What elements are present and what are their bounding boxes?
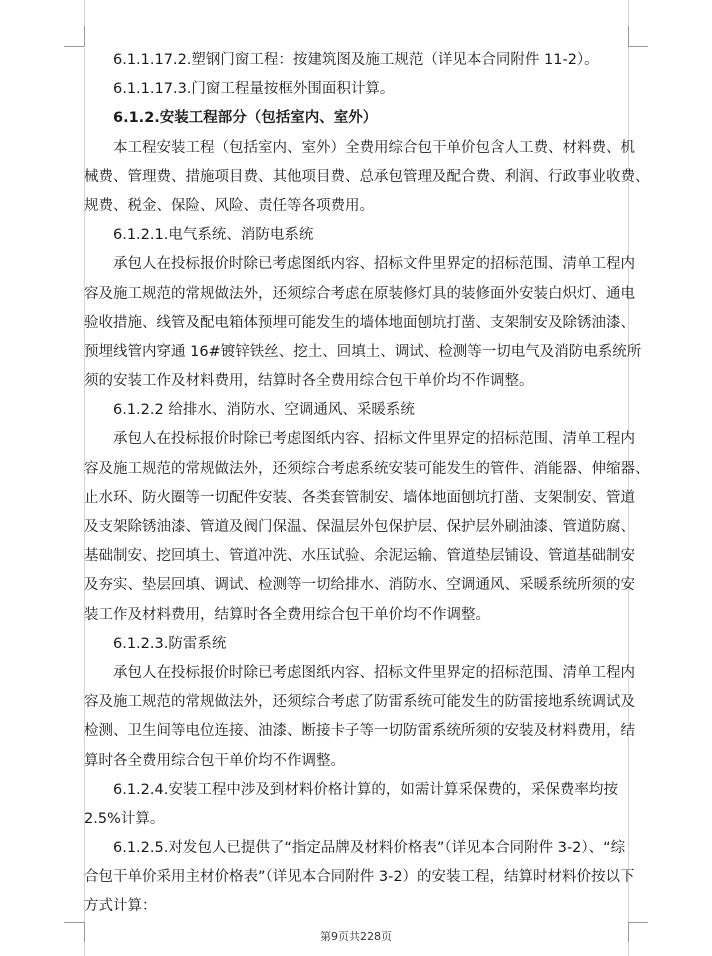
paragraph-line: 基础制安、挖回填土、管道冲洗、水压试验、余泥运输、管道垫层铺设、管道基础制安 xyxy=(84,548,635,565)
section-heading-6-1-2 xyxy=(84,104,632,133)
paragraph-line: 6.1.1.17.3.门窗工程量按框外围面积计算。 xyxy=(113,81,395,98)
paragraph-line: 检测、卫生间等电位连接、油漆、断接卡子等一切防雷系统所须的安装及材料费用，结 xyxy=(84,723,635,740)
paragraph-line: 合包干单价采用主材价格表”（详见本合同附件 3-2）的安装工程，结算时材料价按以下 xyxy=(84,869,635,886)
subsection-heading-6-1-2-3 xyxy=(84,630,632,659)
heading-text: 6.1.2.1.电气系统、消防电系统 xyxy=(113,227,314,244)
paragraph-line: 承包人在投标报价时除已考虑图纸内容、招标文件里界定的招标范围、清单工程内 xyxy=(113,664,635,681)
clause-6-1-1-17-2 xyxy=(84,46,632,75)
paragraph-line: 承包人在投标报价时除已考虑图纸内容、招标文件里界定的招标范围、清单工程内 xyxy=(113,431,635,448)
page-number-footer: 第9页共228页 xyxy=(320,930,392,943)
crop-mark xyxy=(84,26,85,46)
paragraph-line: 及夯实、垫层回填、调试、检测等一切给排水、消防水、空调通风、采暖系统所须的安 xyxy=(84,577,635,594)
clause-6-1-2-4: 6.1.2.4.安装工程中涉及到材料价格计算的，如需计算采保费的，采保费率均按 xyxy=(113,781,618,798)
paragraph-line: 承包人在投标报价时除已考虑图纸内容、招标文件里界定的招标范围、清单工程内 xyxy=(113,256,635,273)
paragraph-line: 本工程安装工程（包括室内、室外）全费用综合包干单价包含人工费、材料费、机 xyxy=(113,139,635,156)
paragraph-line: 容及施工规范的常规做法外，还须综合考虑系统安装可能发生的管件、消能器、伸缩器、 xyxy=(84,460,650,477)
crop-mark xyxy=(628,922,648,923)
paragraph-line: 及支架除锈油漆、管道及阀门保温、保温层外包保护层、保护层外刷油漆、管道防腐、 xyxy=(84,519,635,535)
paragraph-line: 预埋线管内穿通 16#镀锌铁丝、挖土、回填土、调试、检测等一切电气及消防电系统所 xyxy=(84,343,642,360)
paragraph-line: 容及施工规范的常规做法外，还须综合考虑了防雷系统可能发生的防雷接地系统调试及 xyxy=(84,694,635,711)
paragraph-line: 械费、管理费、措施项目费、其他项目费、总承包管理及配合费、利润、行政事业收费、 xyxy=(84,168,650,185)
clause-6-1-2-5: 6.1.2.5.对发包人已提供了“指定品牌及材料价格表”（详见本合同附件 3-2）、“综 xyxy=(113,840,626,857)
heading-text: 6.1.2.2 给排水、消防水、空调通风、采暖系统 xyxy=(113,402,415,419)
paragraph-line: 6.1.1.17.2.塑钢门窗工程：按建筑图及施工规范（详见本合同附件 11-2）。 xyxy=(113,52,599,68)
heading-text: 6.1.2.安装工程部分（包括室内、室外） xyxy=(113,110,378,127)
paragraph-line: 容及施工规范的常规做法外，还须综合考虑在原装修灯具的装修面外安装白炽灯、通电 xyxy=(84,285,635,302)
paragraph-line: 验收措施、线管及配电箱体预埋可能发生的墙体地面刨坑打凿、支架制安及除锈油漆、 xyxy=(84,314,635,331)
paragraph-line: 须的安装工作及材料费用，结算时各全费用综合包干单价均不作调整。 xyxy=(84,373,534,390)
paragraph-line: 装工作及材料费用，结算时各全费用综合包干单价均不作调整。 xyxy=(84,606,490,623)
heading-text: 6.1.2.3.防雷系统 xyxy=(113,635,227,652)
subsection-heading-6-1-2-1 xyxy=(84,221,632,250)
clause-6-1-1-17-3 xyxy=(84,75,632,104)
crop-mark xyxy=(64,922,84,923)
crop-mark xyxy=(64,46,84,47)
subsection-heading-6-1-2-2 xyxy=(84,396,632,425)
paragraph-line: 算时各全费用综合包干单价均不作调整。 xyxy=(84,752,345,769)
paragraph-line: 止水环、防火圈等一切配件安装、各类套管制安、墙体地面刨坑打凿、支架制安、管道 xyxy=(84,489,635,506)
paragraph-line: 规费、税金、保险、风险、责任等各项费用。 xyxy=(84,197,374,214)
crop-mark xyxy=(628,26,629,46)
paragraph-line: 方式计算： xyxy=(84,898,157,915)
paragraph-line: 2.5%计算。 xyxy=(84,810,165,827)
document-body xyxy=(84,46,650,922)
